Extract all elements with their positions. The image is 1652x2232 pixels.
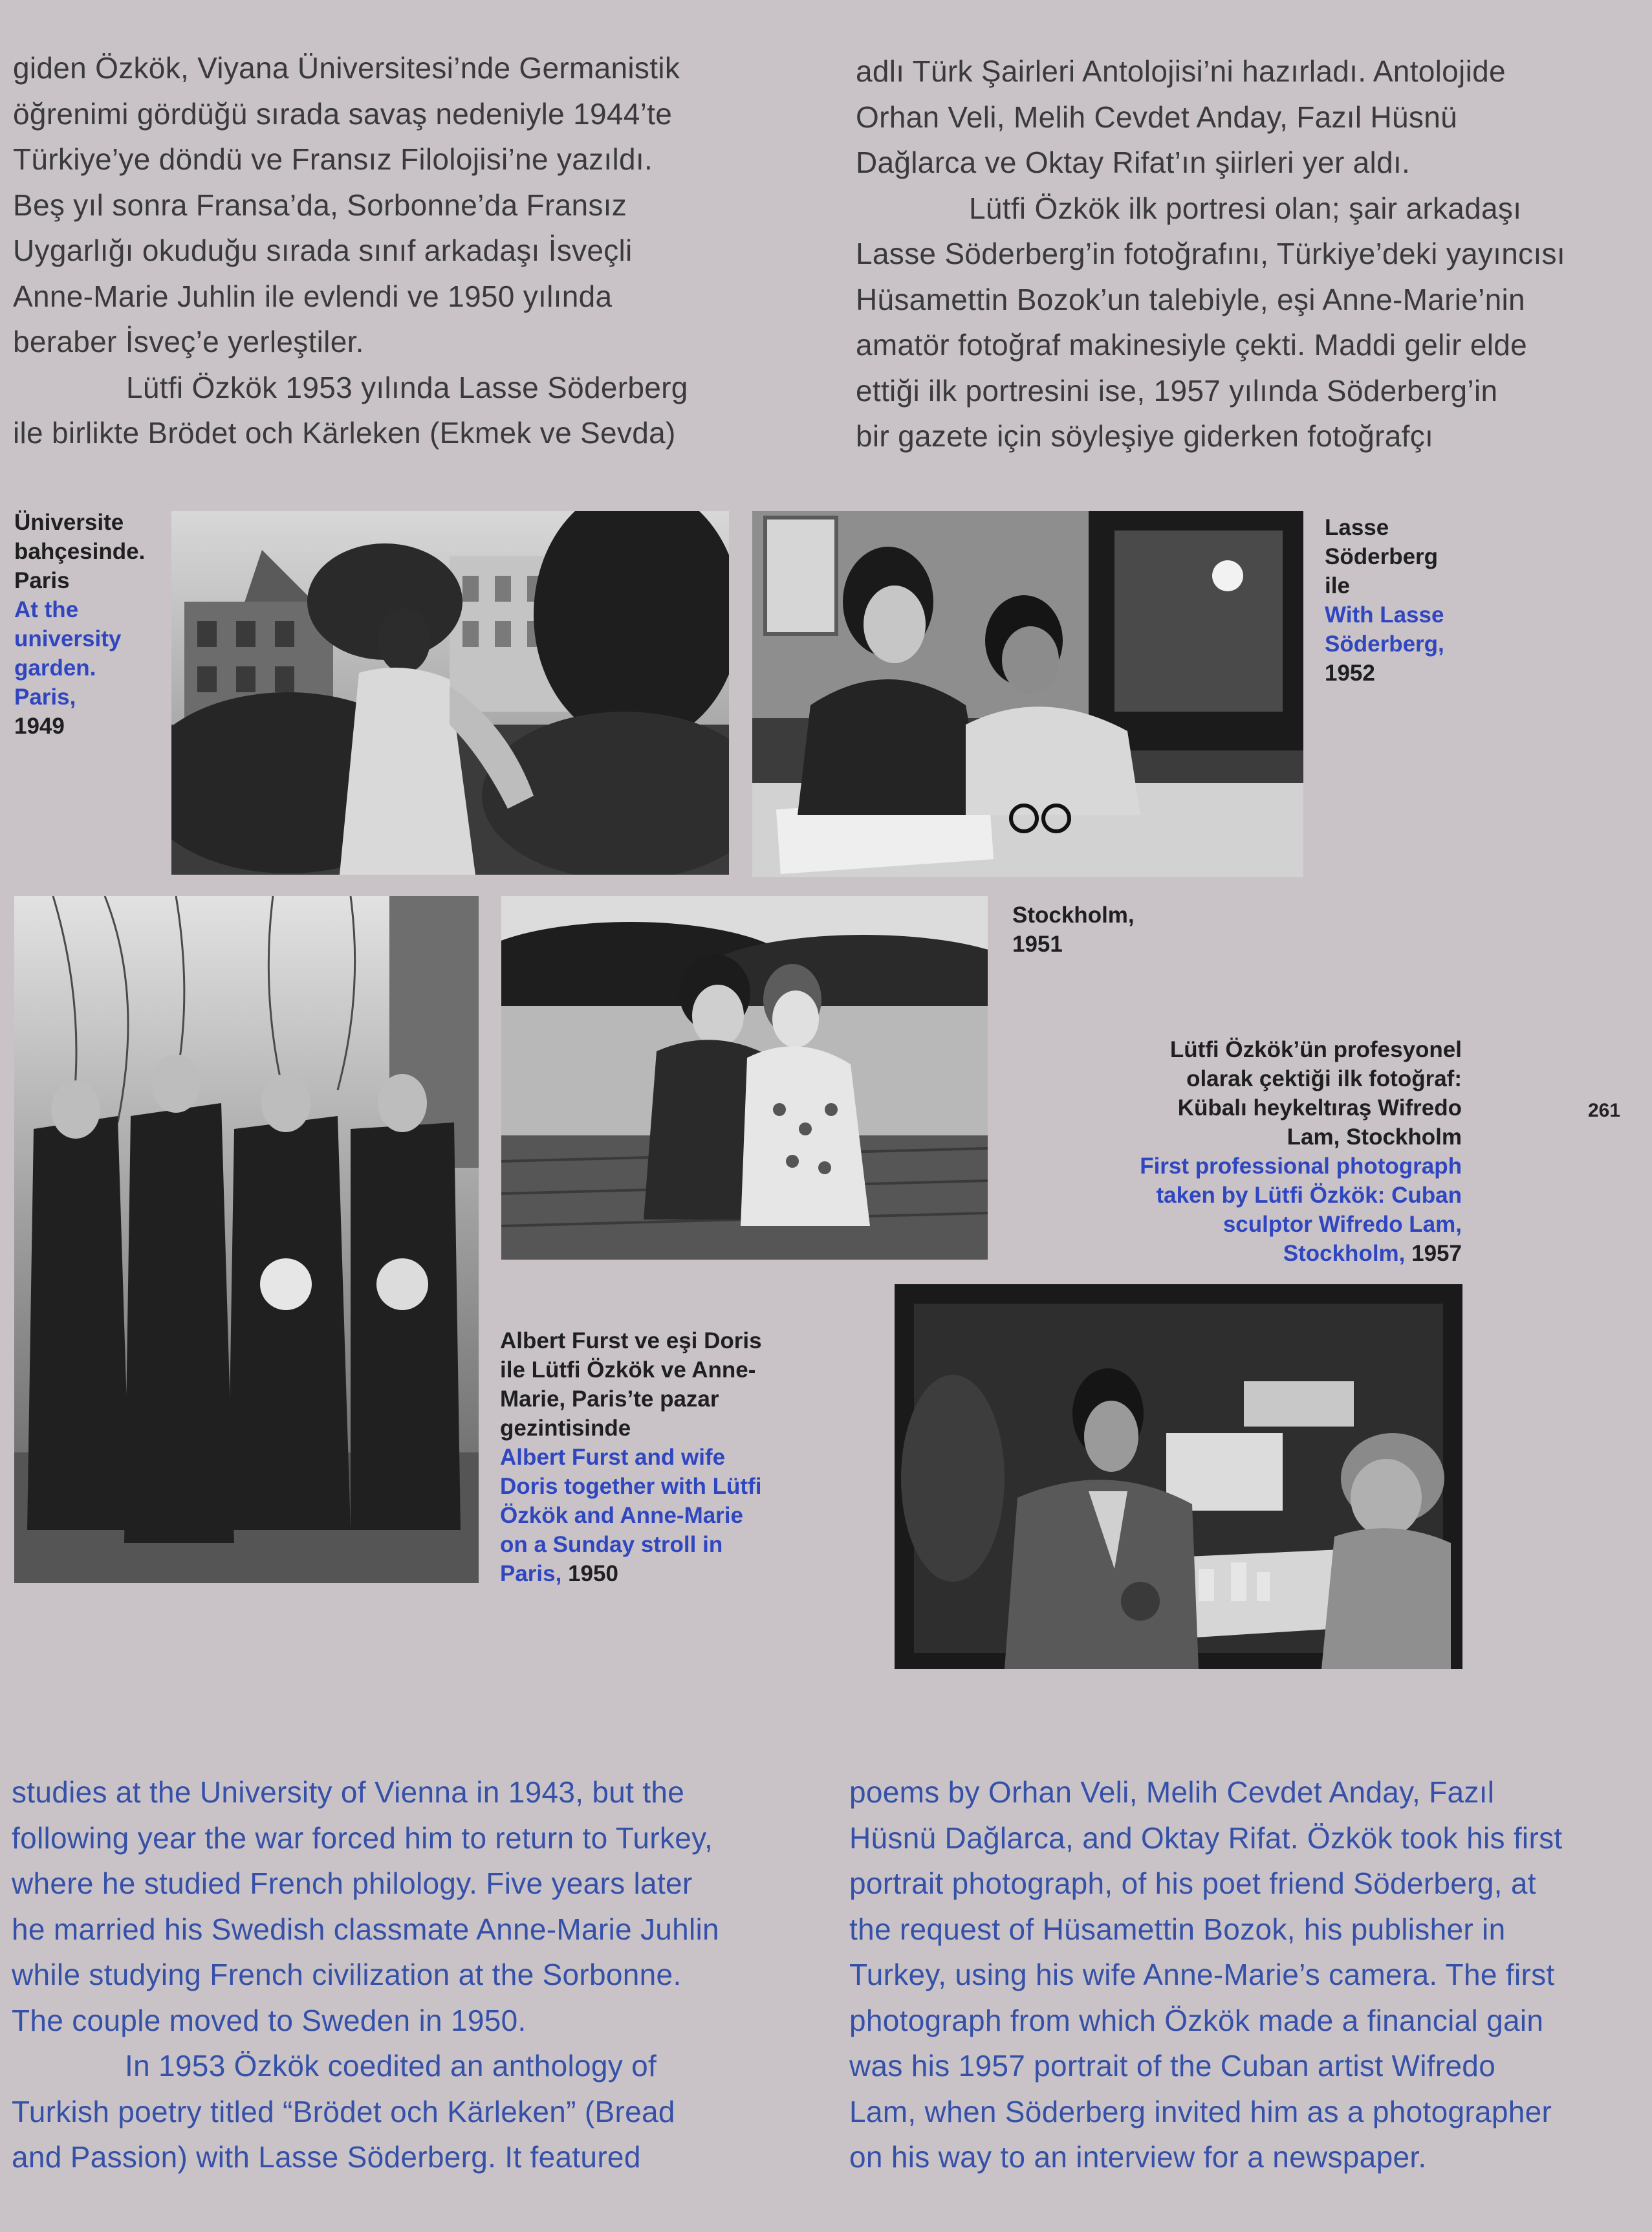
- photo-sunday-stroll-paris: [14, 896, 479, 1583]
- english-text-right-column: [849, 1769, 1645, 2180]
- caption-stockholm: Stockholm, 1951: [1012, 903, 1135, 957]
- text-line: ettiği ilk portresini ise, 1957 yılında Söderberg’in: [856, 373, 1498, 408]
- photo-university-garden: [171, 511, 729, 875]
- text-line: Lam, when Söderberg invited him as a photographer: [849, 2094, 1552, 2128]
- text-line: beraber İsveç’e yerleştiler.: [13, 325, 364, 358]
- text-line: where he studied French philology. Five years later: [12, 1866, 693, 1900]
- text-line: Turkish poetry titled “Brödet och Kärleken” (Bread: [12, 2094, 675, 2128]
- turkish-text-right-column: [856, 49, 1645, 459]
- text-line: photograph from which Özkök made a financial gain: [849, 2003, 1544, 2037]
- text-line: amatör fotoğraf makinesiyle çekti. Maddi gelir elde: [856, 328, 1527, 362]
- text-line: Hüsamettin Bozok’un talebiyle, eşi Anne-Marie’nin: [856, 282, 1525, 316]
- photo-stockholm-couple: [501, 896, 988, 1260]
- text-line: Uygarlığı okuduğu sırada sınıf arkadaşı İsveçli: [13, 234, 633, 267]
- text-line: poems by Orhan Veli, Melih Cevdet Anday, Fazıl: [849, 1775, 1495, 1809]
- text-line: bir gazete için söyleşiye giderken fotoğrafçı: [856, 419, 1434, 453]
- text-line: Beş yıl sonra Fransa’da, Sorbonne’da Fransız: [13, 188, 627, 222]
- photo-with-lasse-soderberg: [752, 511, 1303, 877]
- text-line: portrait photograph, of his poet friend Söderberg, at: [849, 1866, 1536, 1900]
- text-line: on his way to an interview for a newspaper.: [849, 2140, 1427, 2174]
- text-line: öğrenimi gördüğü sırada savaş nedeniyle 1944’te: [13, 96, 673, 131]
- text-line: he married his Swedish classmate Anne-Marie Juhlin: [12, 1912, 719, 1946]
- text-line: Lütfi Özkök ilk portresi olan; şair arkadaşı: [969, 191, 1522, 225]
- photo-wifredo-lam: [895, 1284, 1462, 1669]
- text-line: studies at the University of Vienna in 1943, but the: [12, 1775, 685, 1809]
- text-line: The couple moved to Sweden in 1950.: [12, 2003, 527, 2037]
- text-line: Lütfi Özkök 1953 yılında Lasse Söderberg: [126, 370, 688, 404]
- text-line: Lasse Söderberg’in fotoğrafını, Türkiye’deki yayıncısı: [856, 237, 1565, 270]
- text-line: while studying French civilization at the Sorbonne.: [12, 1958, 682, 1991]
- caption-wifredo-lam: Lütfi Özkök’ün profesyonel olarak çektiği ilk fotoğraf: Kübalı heykeltıraş Wifredo Lam, Stockholm First professional photograph taken by Lütfi Özkök: Cuban sculptor Wifredo Lam, Stockholm, 1957: [1140, 1037, 1462, 1266]
- text-line: Dağlarca ve Oktay Rifat’ın şiirleri yer aldı.: [856, 146, 1411, 179]
- text-line: giden Özkök, Viyana Üniversitesi’nde Germanistik: [13, 51, 680, 85]
- caption-garden: Üniversite bahçesinde. Paris At the university garden. Paris, 1949: [14, 510, 146, 739]
- text-line: Anne-Marie Juhlin ile evlendi ve 1950 yılında: [13, 279, 613, 313]
- turkish-text-left-column: [13, 45, 802, 456]
- caption-lasse: Lasse Söderberg ile With Lasse Söderberg, 1952: [1325, 515, 1444, 686]
- text-line: was his 1957 portrait of the Cuban artist Wifredo: [849, 2049, 1496, 2083]
- caption-albert-furst: Albert Furst ve eşi Doris ile Lütfi Özkök ve Anne- Marie, Paris’te pazar gezintisinde Albert Furst and wife Doris together with Lütfi Özkök and Anne-Marie on a Sunday stroll in Paris, 1950: [500, 1328, 762, 1586]
- text-line: ile birlikte Brödet och Kärleken (Ekmek ve Sevda): [13, 416, 676, 450]
- text-line: Hüsnü Dağlarca, and Oktay Rifat. Özkök took his first: [849, 1821, 1563, 1855]
- page-number: 261: [1588, 1100, 1621, 1121]
- text-line: following year the war forced him to return to Turkey,: [12, 1821, 713, 1855]
- text-line: and Passion) with Lasse Söderberg. It featured: [12, 2140, 641, 2174]
- text-line: Orhan Veli, Melih Cevdet Anday, Fazıl Hüsnü: [856, 100, 1457, 134]
- text-line: Türkiye’ye döndü ve Fransız Filolojisi’ne yazıldı.: [13, 142, 653, 176]
- english-text-left-column: [12, 1769, 807, 2180]
- text-line: Turkey, using his wife Anne-Marie’s camera. The first: [849, 1958, 1555, 1991]
- text-line: the request of Hüsamettin Bozok, his publisher in: [849, 1912, 1506, 1946]
- text-line: adlı Türk Şairleri Antolojisi’ni hazırladı. Antolojide: [856, 54, 1506, 88]
- text-line: In 1953 Özkök coedited an anthology of: [125, 2049, 657, 2083]
